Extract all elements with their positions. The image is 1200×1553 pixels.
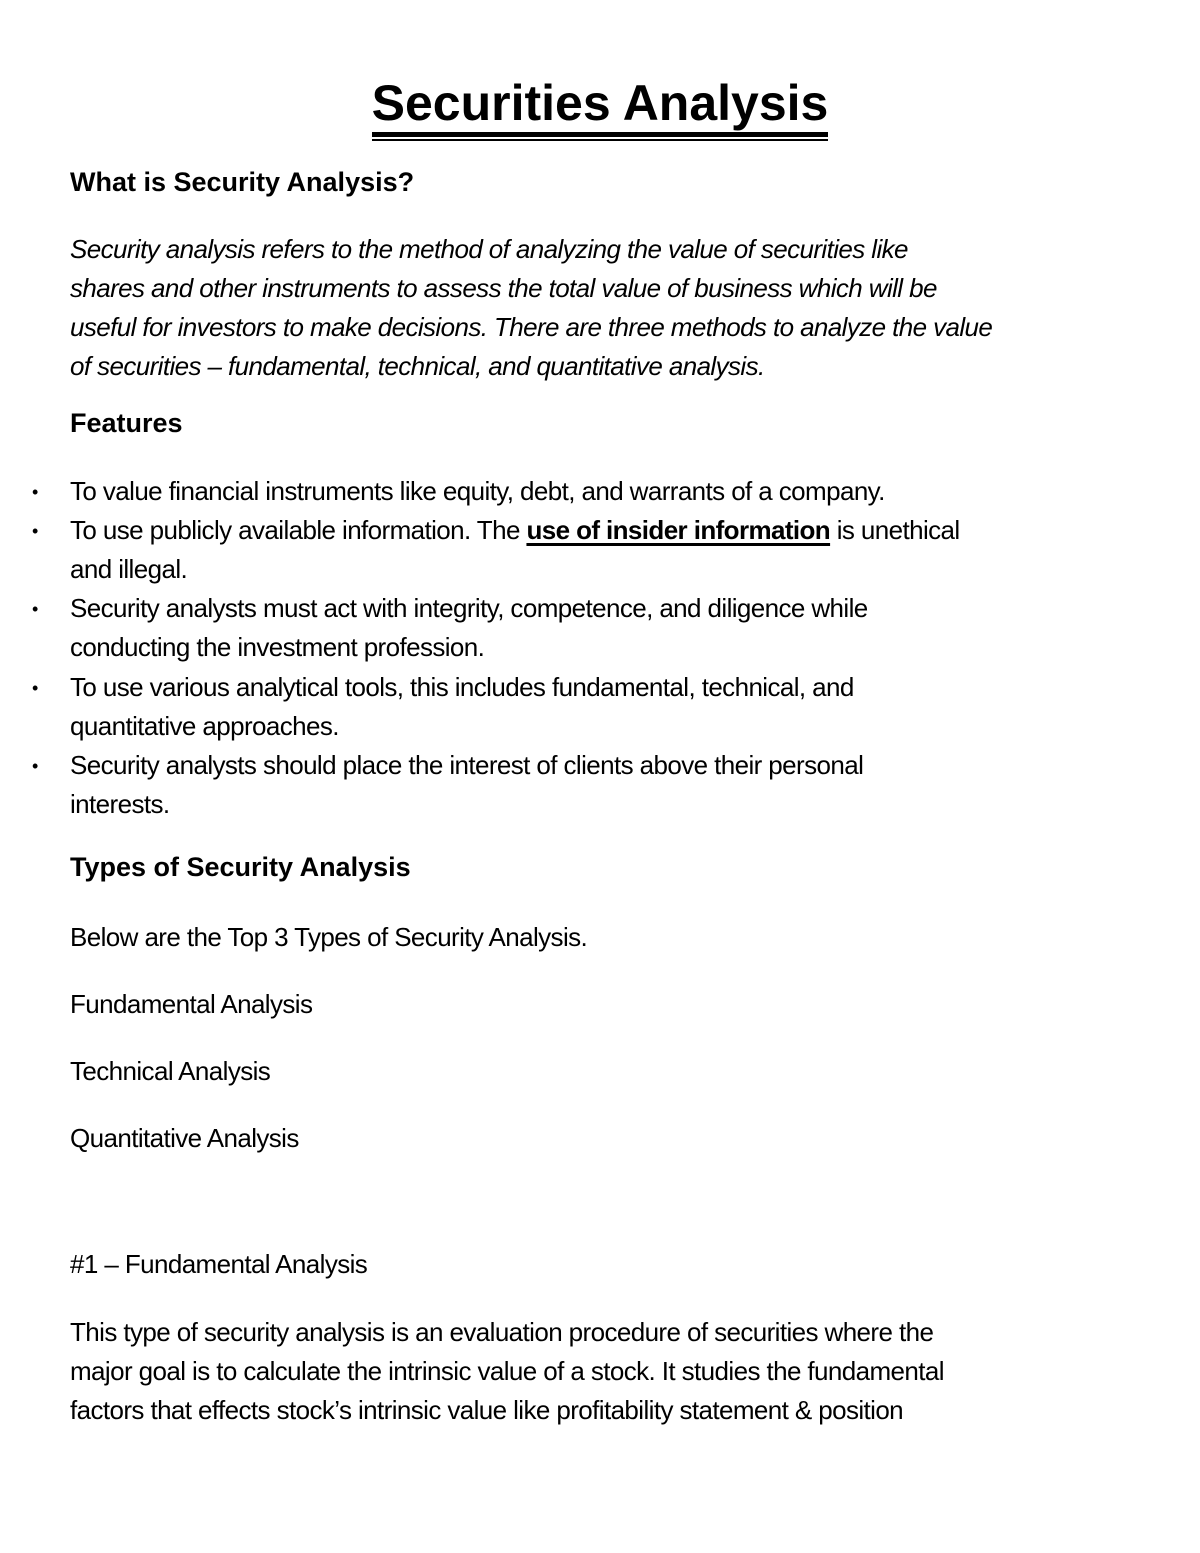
paragraph-line: useful for investors to make decisions. There are three methods to analyze the value bbox=[70, 312, 993, 342]
list-item: To value financial instruments like equity, debt, and warrants of a company. bbox=[70, 476, 885, 506]
insider-information-link[interactable]: use of insider information bbox=[526, 515, 831, 545]
paragraph-line: This type of security analysis is an evaluation procedure of securities where the bbox=[70, 1317, 934, 1347]
paragraph-line: shares and other instruments to assess the total value of business which will be bbox=[70, 273, 937, 303]
list-item: To use publicly available information. The use of insider information is unethical bbox=[70, 515, 960, 545]
types-intro: Below are the Top 3 Types of Security Analysis. bbox=[70, 922, 588, 952]
list-item-continuation: quantitative approaches. bbox=[70, 711, 339, 741]
bullet-icon: • bbox=[32, 482, 39, 502]
fundamental-heading: #1 – Fundamental Analysis bbox=[70, 1249, 368, 1279]
bullet-icon: • bbox=[32, 678, 39, 698]
paragraph-line: factors that effects stock’s intrinsic value like profitability statement & position bbox=[70, 1395, 904, 1425]
type-item: Quantitative Analysis bbox=[70, 1123, 299, 1153]
paragraph-line: major goal is to calculate the intrinsic value of a stock. It studies the fundamental bbox=[70, 1356, 944, 1386]
list-item: Security analysts should place the interest of clients above their personal bbox=[70, 750, 864, 780]
section-heading-types: Types of Security Analysis bbox=[70, 852, 411, 882]
section-heading-features: Features bbox=[70, 408, 183, 438]
section-heading-what-is: What is Security Analysis? bbox=[70, 167, 415, 197]
type-item: Fundamental Analysis bbox=[70, 989, 313, 1019]
list-item-continuation: interests. bbox=[70, 789, 170, 819]
list-item: To use various analytical tools, this includes fundamental, technical, and bbox=[70, 672, 854, 702]
paragraph-line: Security analysis refers to the method of analyzing the value of securities like bbox=[70, 234, 908, 264]
paragraph-line: of securities – fundamental, technical, and quantitative analysis. bbox=[70, 351, 765, 381]
bullet-icon: • bbox=[32, 521, 39, 541]
list-item-continuation: conducting the investment profession. bbox=[70, 632, 485, 662]
list-item-continuation: and illegal. bbox=[70, 554, 188, 584]
list-item: Security analysts must act with integrity, competence, and diligence while bbox=[70, 593, 868, 623]
bullet-icon: • bbox=[32, 756, 39, 776]
type-item: Technical Analysis bbox=[70, 1056, 271, 1086]
page-title: Securities Analysis bbox=[0, 74, 1200, 137]
bullet-icon: • bbox=[32, 599, 39, 619]
